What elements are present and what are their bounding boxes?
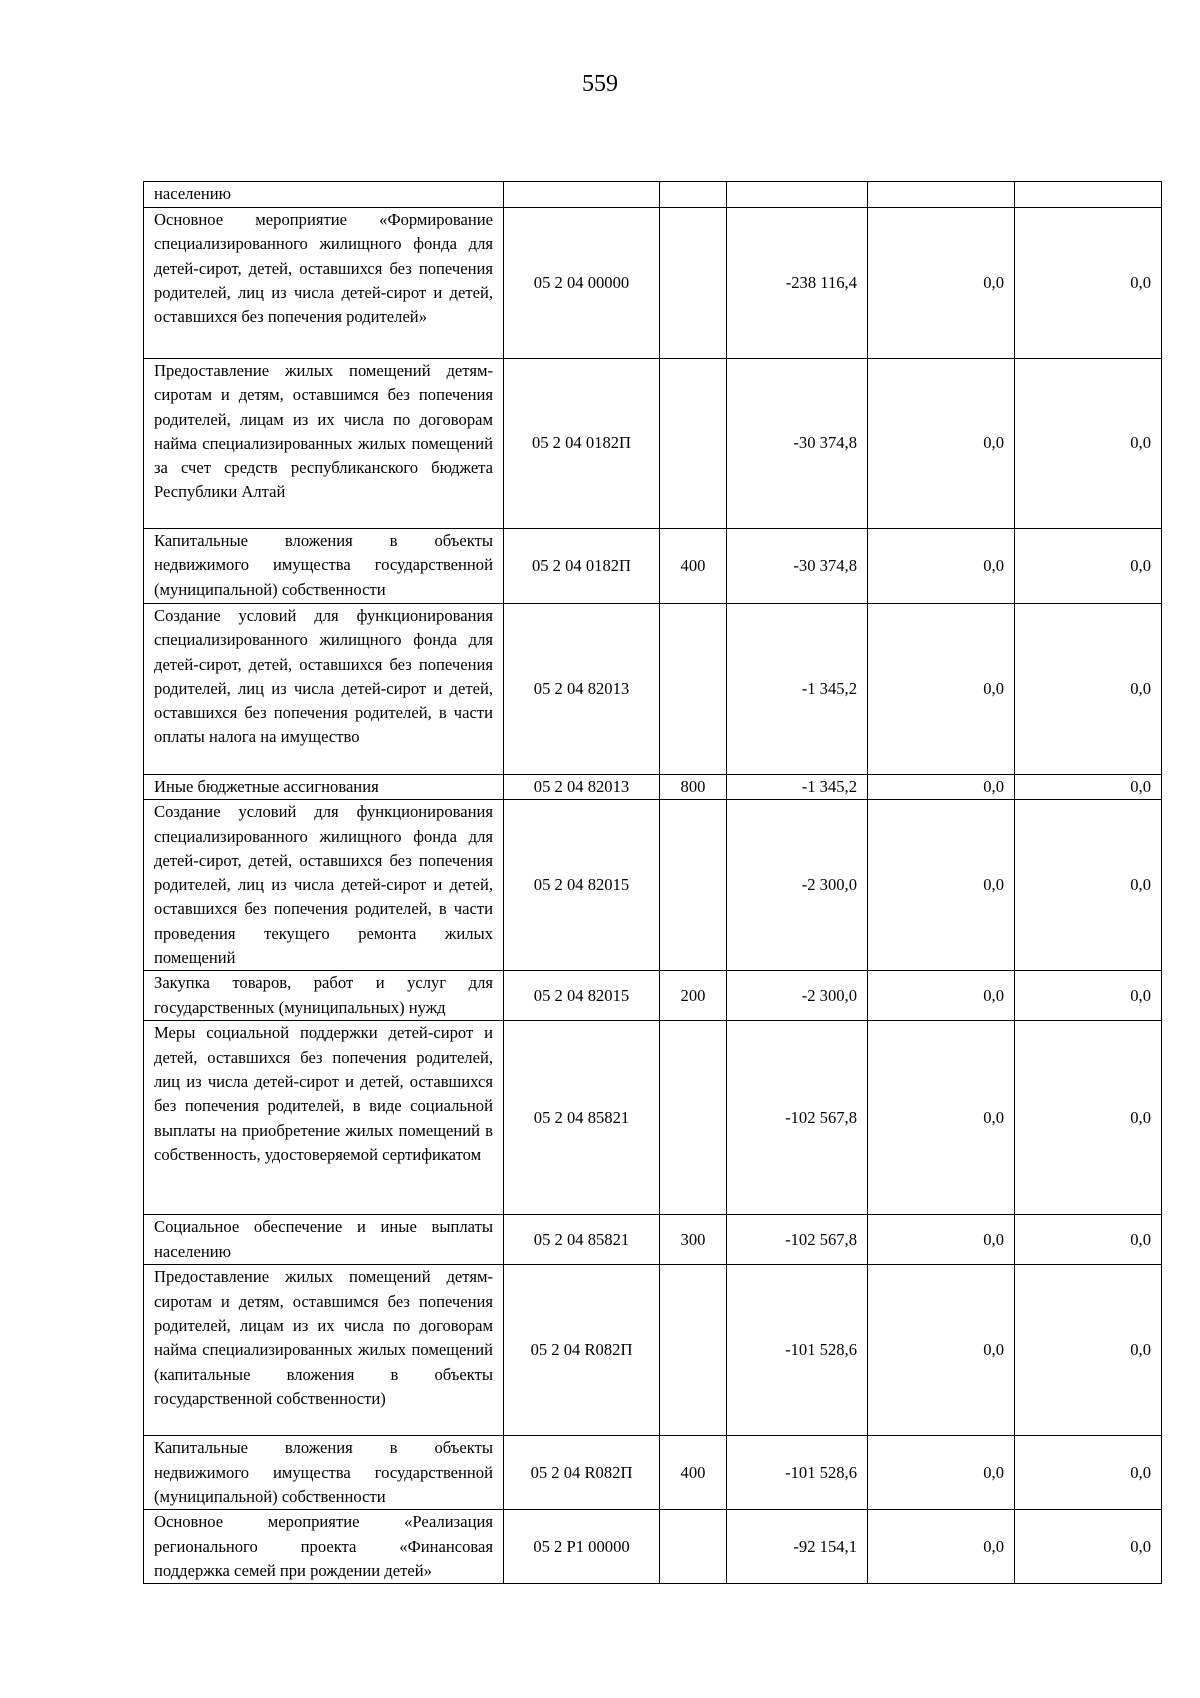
table-row [144, 1510, 1162, 1584]
table-row [144, 800, 1162, 971]
row-sum-1: -1 345,2 [727, 775, 868, 800]
row-expense-kind [660, 604, 727, 775]
row-sum-1: -102 567,8 [727, 1215, 868, 1265]
row-code: 05 2 04 82015 [504, 800, 660, 971]
row-code: 05 2 04 00000 [504, 208, 660, 359]
row-expense-kind [660, 208, 727, 359]
row-sum-1: -101 528,6 [727, 1265, 868, 1436]
row-sum-1: -30 374,8 [727, 359, 868, 529]
row-name: Предоставление жилых помещений детям-сиротам и детям, оставшимся без попечения родителей, лицам из их числа по договорам найма специализированных жилых помещений за счет средств республиканского бюджета Республики Алтай [144, 359, 504, 529]
row-sum-3: 0,0 [1015, 604, 1162, 775]
row-sum-1: -238 116,4 [727, 208, 868, 359]
row-expense-kind: 400 [660, 1436, 727, 1510]
row-expense-kind [660, 1265, 727, 1436]
row-sum-1: -2 300,0 [727, 800, 868, 971]
table-row [144, 1265, 1162, 1436]
row-sum-3: 0,0 [1015, 775, 1162, 800]
row-name: Создание условий для функционирования специализированного жилищного фонда для детей-сирот, детей, оставшихся без попечения родителей, лиц из числа детей-сирот и детей, оставшихся без попечения родителей, в части проведения текущего ремонта жилых помещений [144, 800, 504, 971]
row-expense-kind [660, 1021, 727, 1215]
row-sum-2: 0,0 [868, 775, 1015, 800]
row-code: 05 2 04 85821 [504, 1215, 660, 1265]
table-row [144, 1021, 1162, 1215]
row-expense-kind: 300 [660, 1215, 727, 1265]
row-sum-3: 0,0 [1015, 208, 1162, 359]
row-sum-3: 0,0 [1015, 1510, 1162, 1584]
table-row [144, 775, 1162, 800]
row-expense-kind: 200 [660, 971, 727, 1021]
row-sum-1: -2 300,0 [727, 971, 868, 1021]
row-code: 05 2 04 0182П [504, 529, 660, 604]
row-sum-3: 0,0 [1015, 1265, 1162, 1436]
table-row [144, 182, 1162, 208]
row-expense-kind: 800 [660, 775, 727, 800]
row-code: 05 2 04 82015 [504, 971, 660, 1021]
row-code: 05 2 04 R082П [504, 1265, 660, 1436]
row-code [504, 182, 660, 208]
row-sum-1: -102 567,8 [727, 1021, 868, 1215]
row-sum-3 [1015, 182, 1162, 208]
table-row [144, 208, 1162, 359]
row-sum-3: 0,0 [1015, 1215, 1162, 1265]
row-code: 05 2 04 R082П [504, 1436, 660, 1510]
row-name: Основное мероприятие «Реализация регионального проекта «Финансовая поддержка семей при рождении детей» [144, 1510, 504, 1584]
row-sum-3: 0,0 [1015, 1436, 1162, 1510]
row-expense-kind [660, 800, 727, 971]
row-sum-2: 0,0 [868, 1215, 1015, 1265]
row-name: Капитальные вложения в объекты недвижимого имущества государственной (муниципальной) собственности [144, 529, 504, 604]
row-sum-3: 0,0 [1015, 1021, 1162, 1215]
row-sum-2 [868, 182, 1015, 208]
row-sum-2: 0,0 [868, 529, 1015, 604]
row-sum-3: 0,0 [1015, 800, 1162, 971]
row-name: Меры социальной поддержки детей-сирот и детей, оставшихся без попечения родителей, лиц из числа детей-сирот и детей, оставшихся без попечения родителей, в виде социальной выплаты на приобретение жилых помещений в собственность, удостоверяемой сертификатом [144, 1021, 504, 1215]
row-expense-kind [660, 359, 727, 529]
row-sum-2: 0,0 [868, 359, 1015, 529]
table-row [144, 971, 1162, 1021]
row-sum-3: 0,0 [1015, 529, 1162, 604]
row-name: Предоставление жилых помещений детям-сиротам и детям, оставшимся без попечения родителей, лицам из их числа по договорам найма специализированных жилых помещений (капитальные вложения в объекты государственной собственности) [144, 1265, 504, 1436]
row-name: населению [144, 182, 504, 208]
row-sum-1 [727, 182, 868, 208]
row-sum-2: 0,0 [868, 1021, 1015, 1215]
row-sum-2: 0,0 [868, 604, 1015, 775]
row-sum-1: -101 528,6 [727, 1436, 868, 1510]
table-row [144, 359, 1162, 529]
row-sum-1: -92 154,1 [727, 1510, 868, 1584]
row-sum-3: 0,0 [1015, 971, 1162, 1021]
row-name: Капитальные вложения в объекты недвижимого имущества государственной (муниципальной) собственности [144, 1436, 504, 1510]
row-sum-2: 0,0 [868, 800, 1015, 971]
row-code: 05 2 04 0182П [504, 359, 660, 529]
row-code: 05 2 P1 00000 [504, 1510, 660, 1584]
row-name: Социальное обеспечение и иные выплаты населению [144, 1215, 504, 1265]
table-row [144, 604, 1162, 775]
table-row [144, 1436, 1162, 1510]
page-number: 559 [582, 71, 618, 97]
row-sum-3: 0,0 [1015, 359, 1162, 529]
row-expense-kind: 400 [660, 529, 727, 604]
row-name: Закупка товаров, работ и услуг для государственных (муниципальных) нужд [144, 971, 504, 1021]
row-code: 05 2 04 85821 [504, 1021, 660, 1215]
row-code: 05 2 04 82013 [504, 775, 660, 800]
row-expense-kind [660, 1510, 727, 1584]
row-name: Основное мероприятие «Формирование специализированного жилищного фонда для детей-сирот, детей, оставшихся без попечения родителей, лиц из числа детей-сирот и детей, оставшихся без попечения родителей» [144, 208, 504, 359]
row-sum-2: 0,0 [868, 971, 1015, 1021]
row-sum-2: 0,0 [868, 208, 1015, 359]
row-sum-2: 0,0 [868, 1265, 1015, 1436]
row-sum-2: 0,0 [868, 1510, 1015, 1584]
row-name: Создание условий для функционирования специализированного жилищного фонда для детей-сирот, детей, оставшихся без попечения родителей, лиц из числа детей-сирот и детей, оставшихся без попечения родителей, в части оплаты налога на имущество [144, 604, 504, 775]
row-sum-2: 0,0 [868, 1436, 1015, 1510]
row-code: 05 2 04 82013 [504, 604, 660, 775]
row-sum-1: -30 374,8 [727, 529, 868, 604]
row-name: Иные бюджетные ассигнования [144, 775, 504, 800]
row-expense-kind [660, 182, 727, 208]
table-row [144, 529, 1162, 604]
budget-table [143, 181, 1162, 1584]
table-row [144, 1215, 1162, 1265]
row-sum-1: -1 345,2 [727, 604, 868, 775]
